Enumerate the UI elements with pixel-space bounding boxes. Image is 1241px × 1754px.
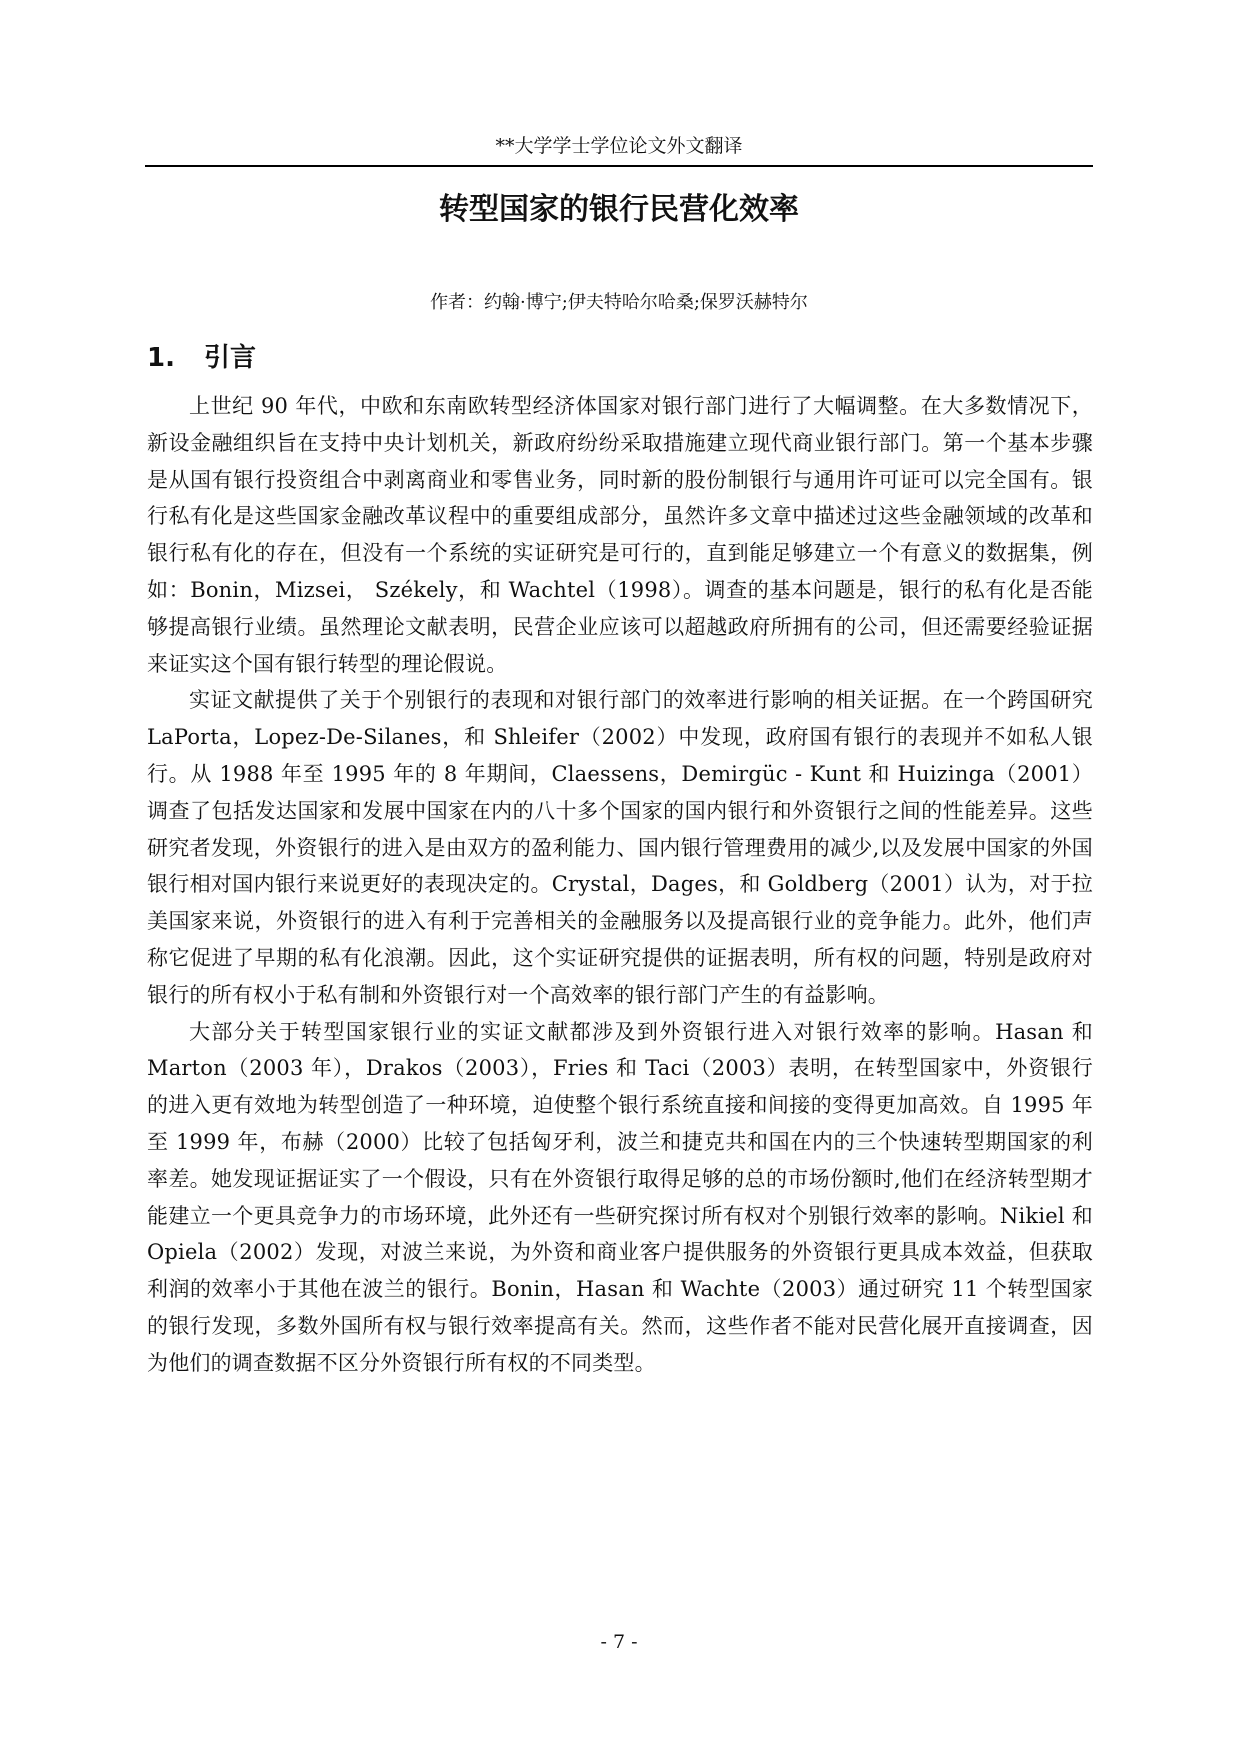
section-heading bbox=[147, 339, 256, 377]
page-number: - 7 - bbox=[600, 1631, 638, 1653]
section-title: 引言 bbox=[204, 343, 257, 373]
body-text bbox=[147, 388, 1093, 1382]
paragraph-1: 上世纪 90 年代，中欧和东南欧转型经济体国家对银行部门进行了大幅调整。在大多数情况下，新设金融组织旨在支持中央计划机关，新政府纷纷采取措施建立现代商业银行部门。第一个基本步骤是从国有银行投资组合中剥离商业和零售业务，同时新的股份制银行与通用许可证可以完全国有。银行私有化是这些国家金融改革议程中的重要组成部分，虽然许多文章中描述过这些金融领域的改革和银行私有化的存在，但没有一个系统的实证研究是可行的，直到能足够建立一个有意义的数据集，例如：Bonin，Mizsei， Székely，和 Wachtel（1998）。调查的基本问题是，银行的私有化是否能够提高银行业绩。虽然理论文献表明，民营企业应该可以超越政府所拥有的公司，但还需要经验证据来证实这个国有银行转型的理论假说。 bbox=[147, 394, 1093, 676]
paragraph-3: 大部分关于转型国家银行业的实证文献都涉及到外资银行进入对银行效率的影响。Hasan 和 Marton（2003 年），Drakos（2003），Fries 和 Taci（2003）表明，在转型国家中，外资银行的进入更有效地为转型创造了一种环境，迫使整个银行系统直接和间接的变得更加高效。自 1995 年至 1999 年，布赫（2000）比较了包括匈牙利，波兰和捷克共和国在内的三个快速转型期国家的利率差。她发现证据证实了一个假设，只有在外资银行取得足够的总的市场份额时,他们在经济转型期才能建立一个更具竞争力的市场环境，此外还有一些研究探讨所有权对个别银行效率的影响。Nikiel 和 Opiela（2002）发现，对波兰来说，为外资和商业客户提供服务的外资银行更具成本效益，但获取利润的效率小于其他在波兰的银行。Bonin，Hasan 和 Wachte（2003）通过研究 11 个转型国家的银行发现，多数外国所有权与银行效率提高有关。然而，这些作者不能对民营化展开直接调查，因为他们的调查数据不区分外资银行所有权的不同类型。 bbox=[147, 1019, 1093, 1375]
running-header: **大学学士学位论文外文翻译 bbox=[495, 135, 743, 157]
section-number: 1. bbox=[147, 343, 175, 373]
author-line: 作者：约翰·博宁;伊夫特哈尔哈桑;保罗沃赫特尔 bbox=[430, 292, 808, 313]
header-rule bbox=[145, 165, 1093, 167]
paragraph-2: 实证文献提供了关于个别银行的表现和对银行部门的效率进行影响的相关证据。在一个跨国研究 LaPorta，Lopez-De-Silanes，和 Shleifer（2002）中发现，政府国有银行的表现并不如私人银行。从 1988 年至 1995 年的 8 年期间，Claessens，Demirgüc - Kunt 和 Huizinga（2001）调查了包括发达国家和发展中国家在内的八十多个国家的国内银行和外资银行之间的性能差异。这些研究者发现，外资银行的进入是由双方的盈利能力、国内银行管理费用的减少,以及发展中国家的外国银行相对国内银行来说更好的表现决定的。Crystal，Dages，和 Goldberg（2001）认为，对于拉美国家来说，外资银行的进入有利于完善相关的金融服务以及提高银行业的竞争能力。此外，他们声称它促进了早期的私有化浪潮。因此，这个实证研究提供的证据表明，所有权的问题，特别是政府对银行的所有权小于私有制和外资银行对一个高效率的银行部门产生的有益影响。 bbox=[147, 688, 1093, 1007]
document-title: 转型国家的银行民营化效率 bbox=[439, 192, 799, 227]
